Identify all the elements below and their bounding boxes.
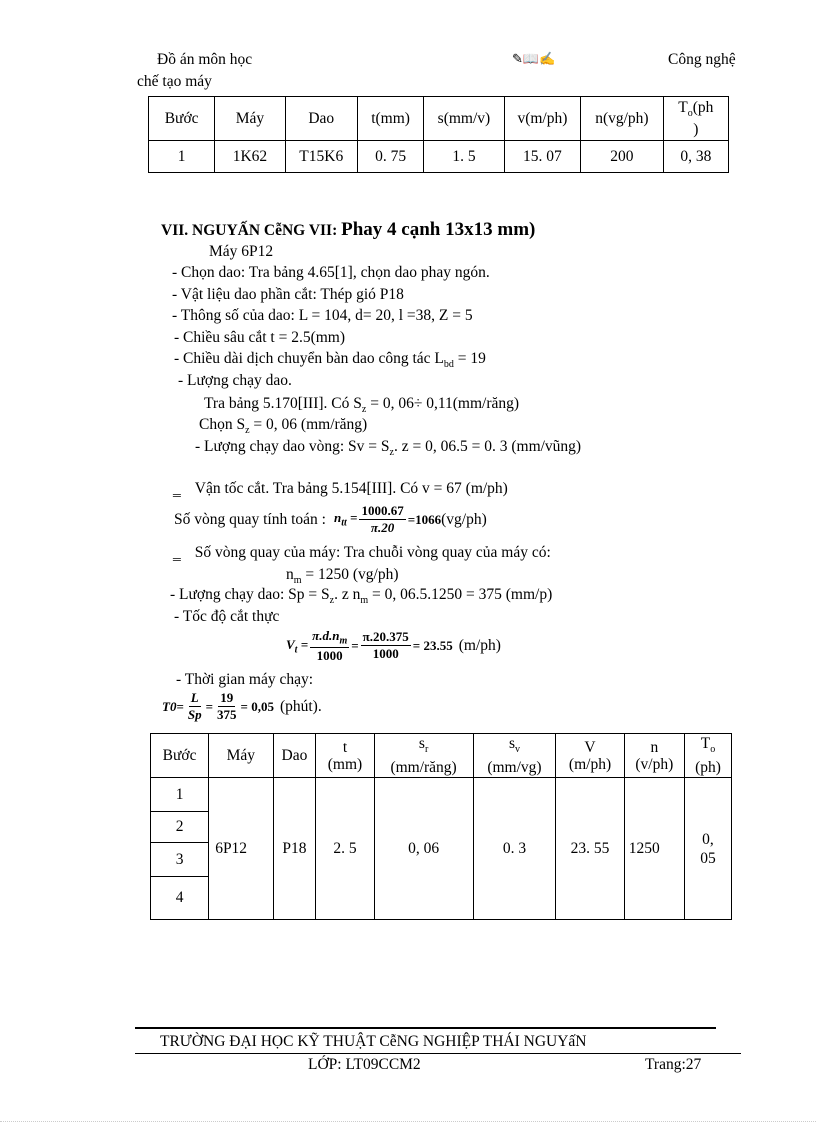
text-line: - Lượng chạy dao: $Sp = S_z$. z $n_m = 0$, 06.5.1250 = 375 (mm/p) xyxy=(170,586,553,607)
t1-header-v: v(m/ph) xyxy=(504,97,580,141)
text-line: ‗ Số vòng quay của máy: Tra chuỗi vòng quay của máy có: xyxy=(173,544,551,561)
text-line: Chọn $S_z = 0$, 06 (mm/răng) xyxy=(199,416,368,437)
header-subject: Công nghệ xyxy=(668,51,736,68)
t2-header-sv: $s_v$ (mm/vg) xyxy=(473,734,556,778)
t2-sv: 0. 3 xyxy=(473,778,556,920)
header-ornament: ✎📖✍ xyxy=(512,51,556,66)
text-line: - Lượng chạy dao vòng: $Sv = S_z$. z = 0, 06.5 = 0. 3 (mm/vũng) xyxy=(195,438,582,459)
t1-header-t: t(mm) xyxy=(357,97,423,141)
t2-header-sr: $s_r$ (mm/răng) xyxy=(374,734,473,778)
t2-step: 4 xyxy=(151,877,209,920)
header-course: Đồ án môn học xyxy=(157,51,253,68)
text-line: - Chiều sâu cắt t = 2.5(mm) xyxy=(174,329,346,346)
t2-header-buoc: Bước xyxy=(151,734,209,778)
text-line: ‗ Vận tốc cắt. Tra bảng 5.154[III]. Có v = 67 (m/ph) xyxy=(173,480,508,497)
t2-header-V: V (m/ph) xyxy=(556,734,624,778)
text-line: - Chiều dài dịch chuyển bàn dao công tác $L_{bd} = 19$ xyxy=(174,350,486,371)
formula-t0: T0 = $\frac{L}{Sp}$ = $\frac{19}{375}$ = 0,05 (phút). xyxy=(162,690,322,722)
t1-cell: 1 xyxy=(149,141,215,173)
text-line: $n_m = 1250$ (vg/ph) xyxy=(286,566,399,587)
machine-line: Máy 6P12 xyxy=(209,243,274,260)
t2-header-n: n (v/ph) xyxy=(624,734,684,778)
header-course-2: chế tạo máy xyxy=(137,73,212,90)
t1-cell: T15K6 xyxy=(285,141,357,173)
t2-header-may: Máy xyxy=(209,734,273,778)
t1-cell: 1K62 xyxy=(215,141,285,173)
text-line: - Lượng chạy dao. xyxy=(178,372,292,389)
t2-dao: P18 xyxy=(273,778,316,920)
t1-cell: 15. 07 xyxy=(504,141,580,173)
t2-V: 23. 55 xyxy=(556,778,624,920)
t1-header-may: Máy xyxy=(215,97,285,141)
t1-header-buoc: Bước xyxy=(149,97,215,141)
t1-header-n: n(vg/ph) xyxy=(581,97,664,141)
t2-t: 2. 5 xyxy=(316,778,374,920)
footer-school: TRƯỜNG ĐẠI HỌC KỸ THUẬT CễNG NGHIỆP THÁI NGUYấN xyxy=(160,1033,587,1050)
t1-cell: 200 xyxy=(581,141,664,173)
footer-rule-top xyxy=(135,1027,716,1029)
t1-header-s: s(mm/v) xyxy=(424,97,505,141)
t1-cell: 0, 38 xyxy=(663,141,728,173)
text-line: - Thông số của dao: L = 104, d= 20, l =38, Z = 5 xyxy=(172,307,473,324)
t1-cell: 1. 5 xyxy=(424,141,505,173)
t2-sr: 0, 06 xyxy=(374,778,473,920)
t2-n: 1250 xyxy=(624,778,684,920)
t2-header-dao: Dao xyxy=(273,734,316,778)
t2-T: 0, 05 xyxy=(684,778,731,920)
t1-cell: 0. 75 xyxy=(357,141,423,173)
text-line: - Chọn dao: Tra bảng 4.65[1], chọn dao phay ngón. xyxy=(172,264,490,281)
parameter-table-2 xyxy=(150,733,732,920)
t2-header-T: $T_o$ (ph) xyxy=(684,734,731,778)
t1-header-to: $T_o(ph$ ) xyxy=(663,97,728,141)
t2-step: 2 xyxy=(151,812,209,843)
footer-class: LỚP: LT09CCM2 xyxy=(308,1056,421,1073)
footer-rule-bottom xyxy=(135,1053,741,1054)
t2-step: 1 xyxy=(151,778,209,812)
page-edge xyxy=(0,1121,816,1122)
footer-page-number: Trang:27 xyxy=(645,1056,702,1073)
text-line: - Vật liệu dao phần cắt: Thép gió P18 xyxy=(172,286,404,303)
t1-header-dao: Dao xyxy=(285,97,357,141)
t2-header-t: t (mm) xyxy=(316,734,374,778)
formula-v-t: $V_t$ = $\frac{\pi.d.n_m}{1000}$ = $\frac{\pi.20.375}{1000}$ = 23.55 (m/ph) xyxy=(286,628,501,663)
section-title: VII. NGUYẤN CễNG VII: Phay 4 cạnh 13x13 mm) xyxy=(161,219,536,240)
text-line: Tra bảng 5.170[III]. Có $S_z = 0$, 06÷ 0,11(mm/răng) xyxy=(204,395,520,416)
parameter-table-1 xyxy=(148,96,729,173)
text-line: - Thời gian máy chạy: xyxy=(176,671,314,688)
formula-n-tt: Số vòng quay tính toán : $n_{tt}$ = $\frac{1000.67}{\pi.20}$ =1066 (vg/ph) xyxy=(174,503,487,535)
t2-may: 6P12 xyxy=(209,778,273,920)
text-line: - Tốc độ cắt thực xyxy=(174,608,280,625)
t2-step: 3 xyxy=(151,843,209,877)
